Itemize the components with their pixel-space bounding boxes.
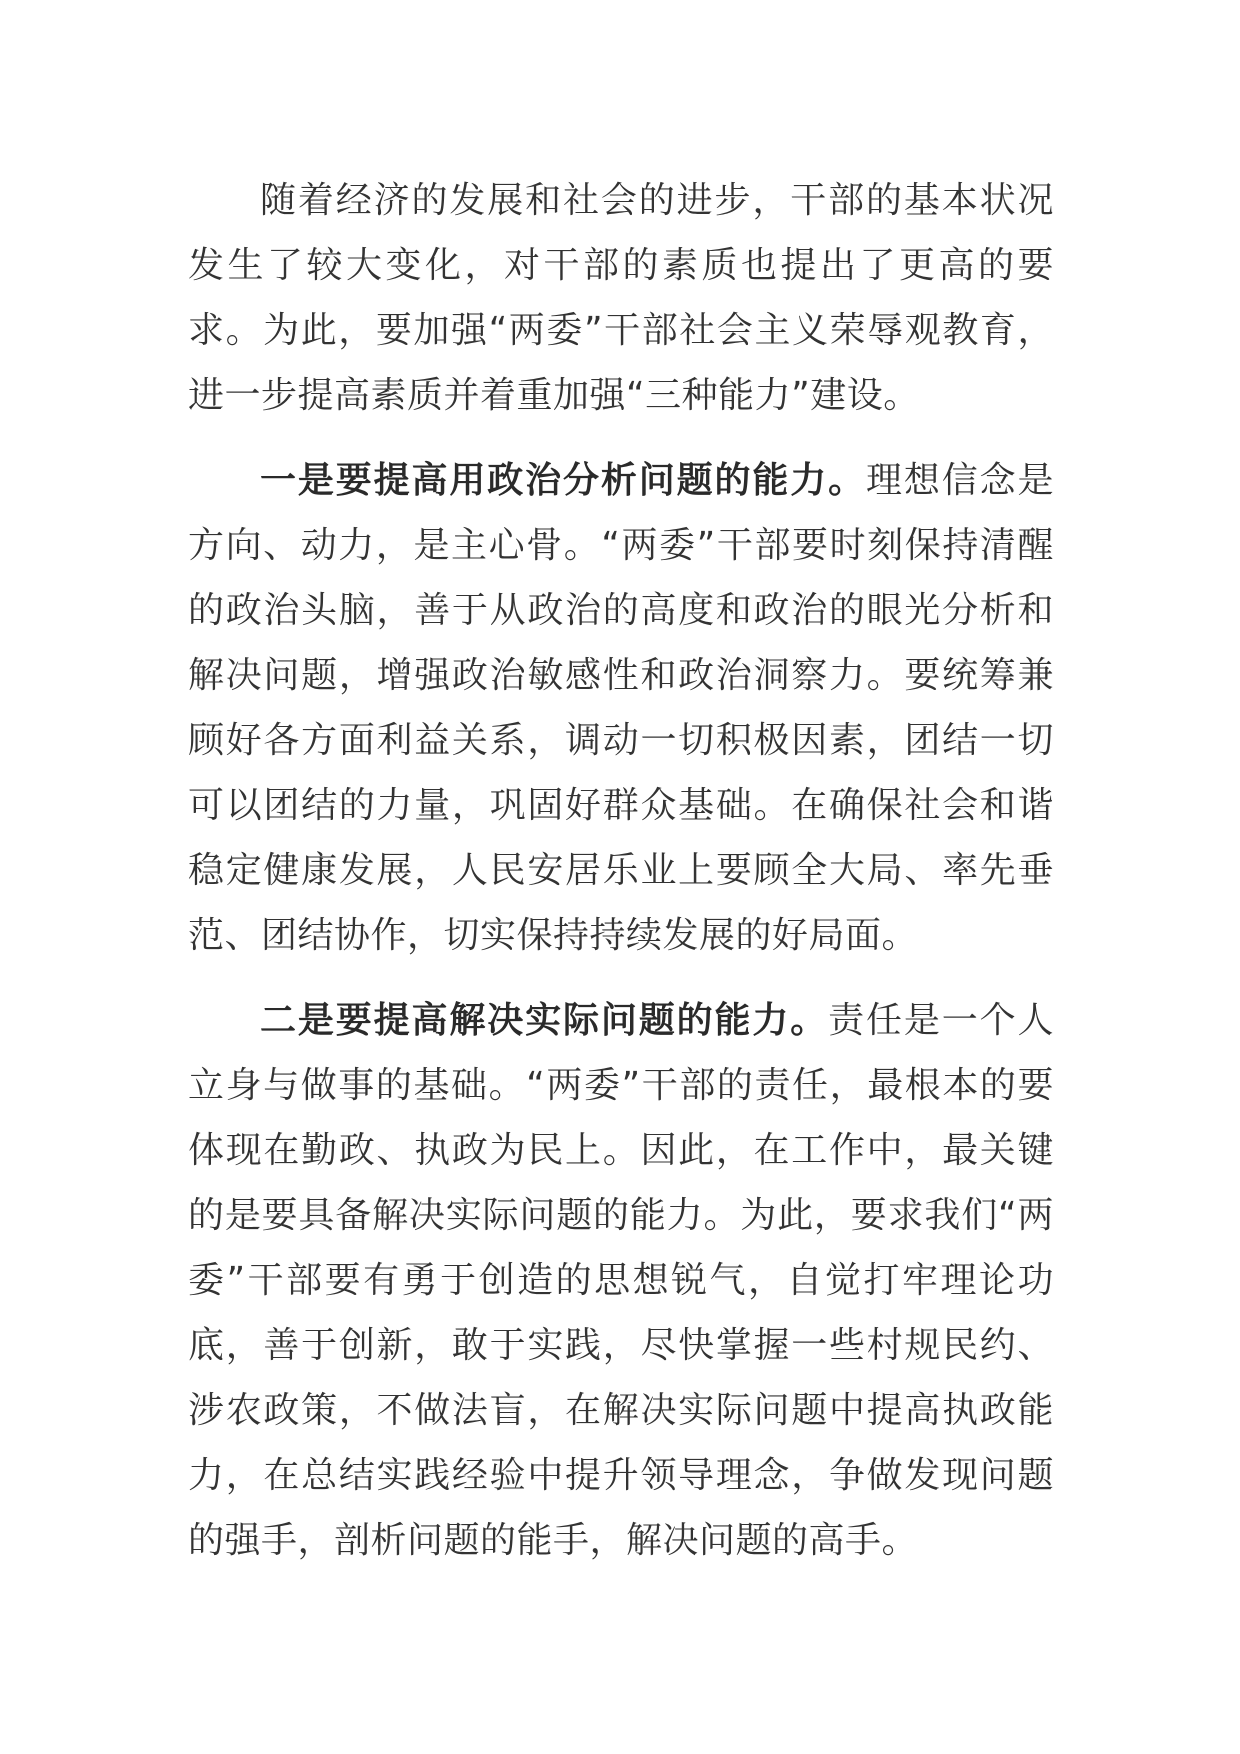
paragraph-intro [188, 168, 1054, 428]
paragraph-point-two [188, 988, 1054, 1573]
paragraph-text: 责任是一个人立身与做事的基础。“两委”干部的责任，最根本的要体现在勤政、执政为民上。因此，在工作中，最关键的是要具备解决实际问题的能力。为此，要求我们“两委”干部要有勇于创造的思想锐气，自觉打牢理论功底，善于创新，敢于实践，尽快掌握一些村规民约、涉农政策，不做法盲，在解决实际问题中提高执政能力，在总结实践经验中提升领导理念，争做发现问题的强手，剖析问题的能手，解决问题的高手。 [188, 1000, 1054, 1561]
document-body [188, 168, 1054, 1573]
paragraph-point-one [188, 448, 1054, 968]
paragraph-heading: 二是要提高解决实际问题的能力。 [260, 1000, 829, 1041]
paragraph-heading: 一是要提高用政治分析问题的能力。 [260, 460, 866, 501]
paragraph-text: 理想信念是方向、动力，是主心骨。“两委”干部要时刻保持清醒的政治头脑，善于从政治的高度和政治的眼光分析和解决问题，增强政治敏感性和政治洞察力。要统筹兼顾好各方面利益关系，调动一切积极因素，团结一切可以团结的力量，巩固好群众基础。在确保社会和谐稳定健康发展，人民安居乐业上要顾全大局、率先垂范、团结协作，切实保持持续发展的好局面。 [188, 460, 1054, 956]
paragraph-text: 随着经济的发展和社会的进步，干部的基本状况发生了较大变化，对干部的素质也提出了更高的要求。为此，要加强“两委”干部社会主义荣辱观教育，进一步提高素质并着重加强“三种能力”建设。 [188, 180, 1054, 416]
